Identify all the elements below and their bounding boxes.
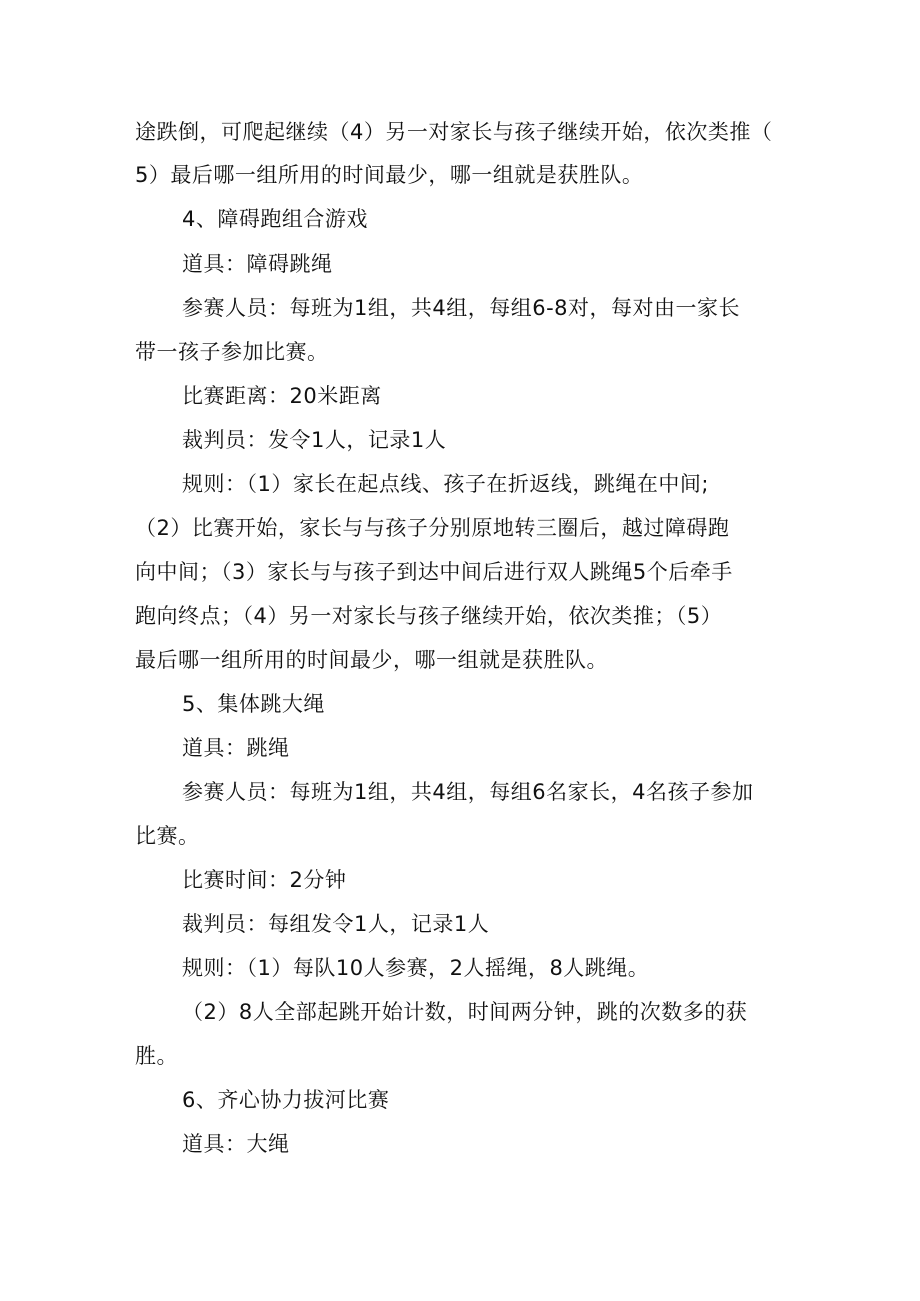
text-line-props-6: 道具：大绳 (182, 1132, 290, 1156)
text-line-rules-4-cont-3: 跑向终点；（4）另一对家长与孩子继续开始，依次类推；（5） (135, 604, 723, 628)
text-line-participants-5-cont: 比赛。 (135, 824, 200, 848)
text-line-rules-4-cont-2: 向中间；（3）家长与与孩子到达中间后进行双人跳绳5个后牵手 (135, 560, 733, 584)
text-line-props-4: 道具：障碍跳绳 (182, 252, 333, 276)
section-heading-5: 5、集体跳大绳 (182, 692, 325, 716)
text-line-referee-4: 裁判员：发令1人，记录1人 (182, 428, 447, 452)
text-line-2: 5）最后哪一组所用的时间最少，哪一组就是获胜队。 (135, 163, 644, 187)
text-line-referee-5: 裁判员：每组发令1人，记录1人 (182, 912, 490, 936)
text-line-rules-4-cont-4: 最后哪一组所用的时间最少，哪一组就是获胜队。 (135, 648, 608, 672)
section-heading-4: 4、障碍跑组合游戏 (182, 207, 368, 231)
text-line-rules-4: 规则：（1）家长在起点线、孩子在折返线，跳绳在中间; (182, 472, 709, 496)
text-line-participants-4-cont: 带一孩子参加比赛。 (135, 340, 329, 364)
text-line-distance-4: 比赛距离：20米距离 (182, 384, 382, 408)
text-line-rules-5: 规则：（1）每队10人参赛，2人摇绳，8人跳绳。 (182, 956, 650, 980)
section-heading-6: 6、齐心协力拔河比赛 (182, 1088, 390, 1112)
text-line-rules-4-cont-1: （2）比赛开始，家长与与孩子分别原地转三圈后，越过障碍跑 (135, 516, 730, 540)
text-line-participants-5: 参赛人员：每班为1组，共4组，每组6名家长，4名孩子参加 (182, 780, 754, 804)
text-line-1: 途跌倒，可爬起继续（4）另一对家长与孩子继续开始，依次类推（ (135, 120, 773, 144)
text-line-participants-4: 参赛人员：每班为1组，共4组，每组6-8对，每对由一家长 (182, 296, 741, 320)
text-line-rules-5-cont-2: 胜。 (135, 1044, 178, 1068)
text-line-time-5: 比赛时间：2分钟 (182, 868, 347, 892)
text-line-rules-5-cont-1: （2）8人全部起跳开始计数，时间两分钟，跳的次数多的获 (182, 1000, 748, 1024)
text-line-props-5: 道具：跳绳 (182, 736, 290, 760)
